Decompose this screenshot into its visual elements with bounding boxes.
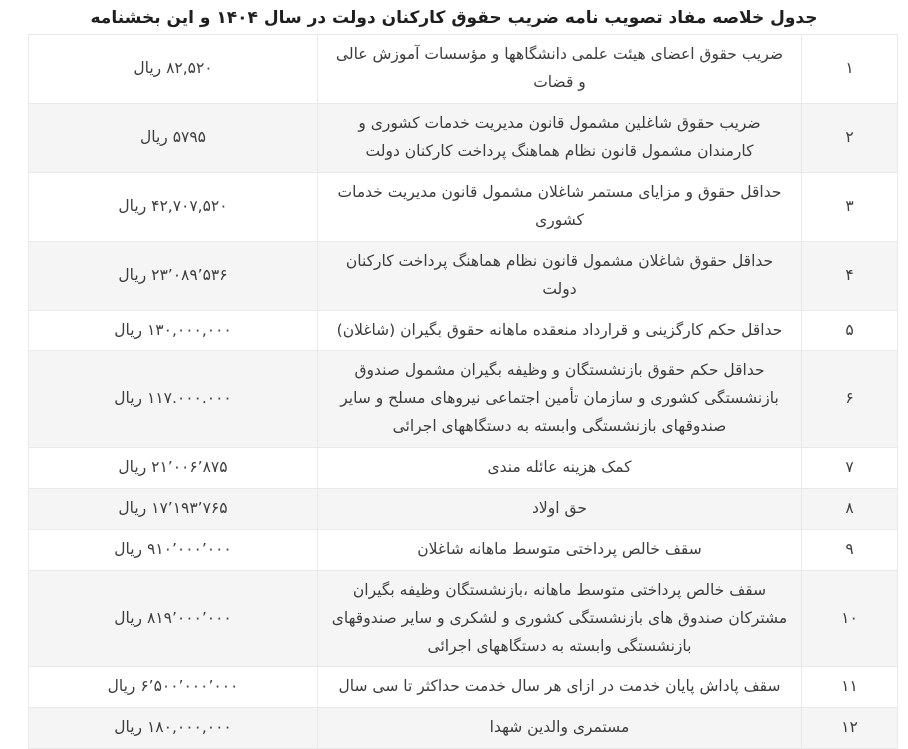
row-number-cell: ۳ [802, 172, 898, 241]
row-value-cell: ۸۱۹٬۰۰۰٬۰۰۰ ریال [29, 570, 318, 667]
row-number-cell: ۵ [802, 310, 898, 351]
table-row [29, 529, 898, 570]
row-value-cell: ۹۱۰٬۰۰۰٬۰۰۰ ریال [29, 529, 318, 570]
row-number-cell: ۷ [802, 448, 898, 489]
row-value-cell: ۱۱۷.۰۰۰.۰۰۰ ریال [29, 351, 318, 448]
row-number-cell: ۱۱ [802, 667, 898, 708]
salary-table [28, 34, 898, 749]
row-description-cell: سقف پاداش پایان خدمت در ازای هر سال خدمت حداکثر تا سی سال [318, 667, 802, 708]
row-description-cell: سقف خالص پرداختی متوسط ماهانه ،بازنشستگان وظیفه بگیران مشترکان صندوق های بازنشستگی کشوری و لشکری و سایر صندوقهای بازنشستگی وابسته به دستگاههای اجرائی [318, 570, 802, 667]
table-row [29, 310, 898, 351]
row-value-cell: ۲۳٬۰۸۹٬۵۳۶ ریال [29, 241, 318, 310]
table-row [29, 241, 898, 310]
table-row [29, 667, 898, 708]
row-number-cell: ۹ [802, 529, 898, 570]
row-value-cell: ۱۷٬۱۹۳٬۷۶۵ ریال [29, 488, 318, 529]
row-description-cell: ضریب حقوق شاغلین مشمول قانون مدیریت خدمات کشوری و کارمندان مشمول قانون نظام هماهنگ پرداخت کارکنان دولت [318, 104, 802, 173]
row-number-cell: ۸ [802, 488, 898, 529]
row-number-cell: ۲ [802, 104, 898, 173]
row-description-cell: مستمری والدین شهدا [318, 708, 802, 749]
table-row [29, 570, 898, 667]
row-description-cell: حداقل حکم کارگزینی و قرارداد منعقده ماهانه حقوق بگیران (شاغلان) [318, 310, 802, 351]
table-row [29, 172, 898, 241]
row-value-cell: ۵۷۹۵ ریال [29, 104, 318, 173]
table-row [29, 488, 898, 529]
row-value-cell: ۲۱٬۰۰۶٬۸۷۵ ریال [29, 448, 318, 489]
row-description-cell: سقف خالص پرداختی متوسط ماهانه شاغلان [318, 529, 802, 570]
table-row [29, 708, 898, 749]
row-value-cell: ۱۸۰,۰۰۰,۰۰۰ ریال [29, 708, 318, 749]
page-title: جدول خلاصه مفاد تصویب نامه ضریب حقوق کارکنان دولت در سال ۱۴۰۴ و این بخشنامه [90, 8, 818, 28]
row-value-cell: ۴۲,۷۰۷,۵۲۰ ریال [29, 172, 318, 241]
row-number-cell: ۴ [802, 241, 898, 310]
row-number-cell: ۱۰ [802, 570, 898, 667]
row-description-cell: حداقل حقوق و مزایای مستمر شاغلان مشمول قانون مدیریت خدمات کشوری [318, 172, 802, 241]
row-value-cell: ۸۲,۵۲۰ ریال [29, 35, 318, 104]
row-number-cell: ۶ [802, 351, 898, 448]
table-row [29, 448, 898, 489]
table-row [29, 351, 898, 448]
row-description-cell: حداقل حکم حقوق بازنشستگان و وظیفه بگیران مشمول صندوق بازنشستگی کشوری و سازمان تأمین اجتماعی نیروهای مسلح و سایر صندوقهای بازنشستگی وابسته به دستگاههای اجرائی [318, 351, 802, 448]
row-value-cell: ۱۳۰,۰۰۰,۰۰۰ ریال [29, 310, 318, 351]
row-description-cell: ضریب حقوق اعضای هیئت علمی دانشگاهها و مؤسسات آموزش عالی و قضات [318, 35, 802, 104]
row-value-cell: ۶٬۵۰۰٬۰۰۰٬۰۰۰ ریال [29, 667, 318, 708]
row-number-cell: ۱ [802, 35, 898, 104]
row-description-cell: حق اولاد [318, 488, 802, 529]
table-row [29, 104, 898, 173]
row-description-cell: حداقل حقوق شاغلان مشمول قانون نظام هماهنگ پرداخت کارکنان دولت [318, 241, 802, 310]
row-description-cell: کمک هزینه عائله مندی [318, 448, 802, 489]
table-row [29, 35, 898, 104]
row-number-cell: ۱۲ [802, 708, 898, 749]
